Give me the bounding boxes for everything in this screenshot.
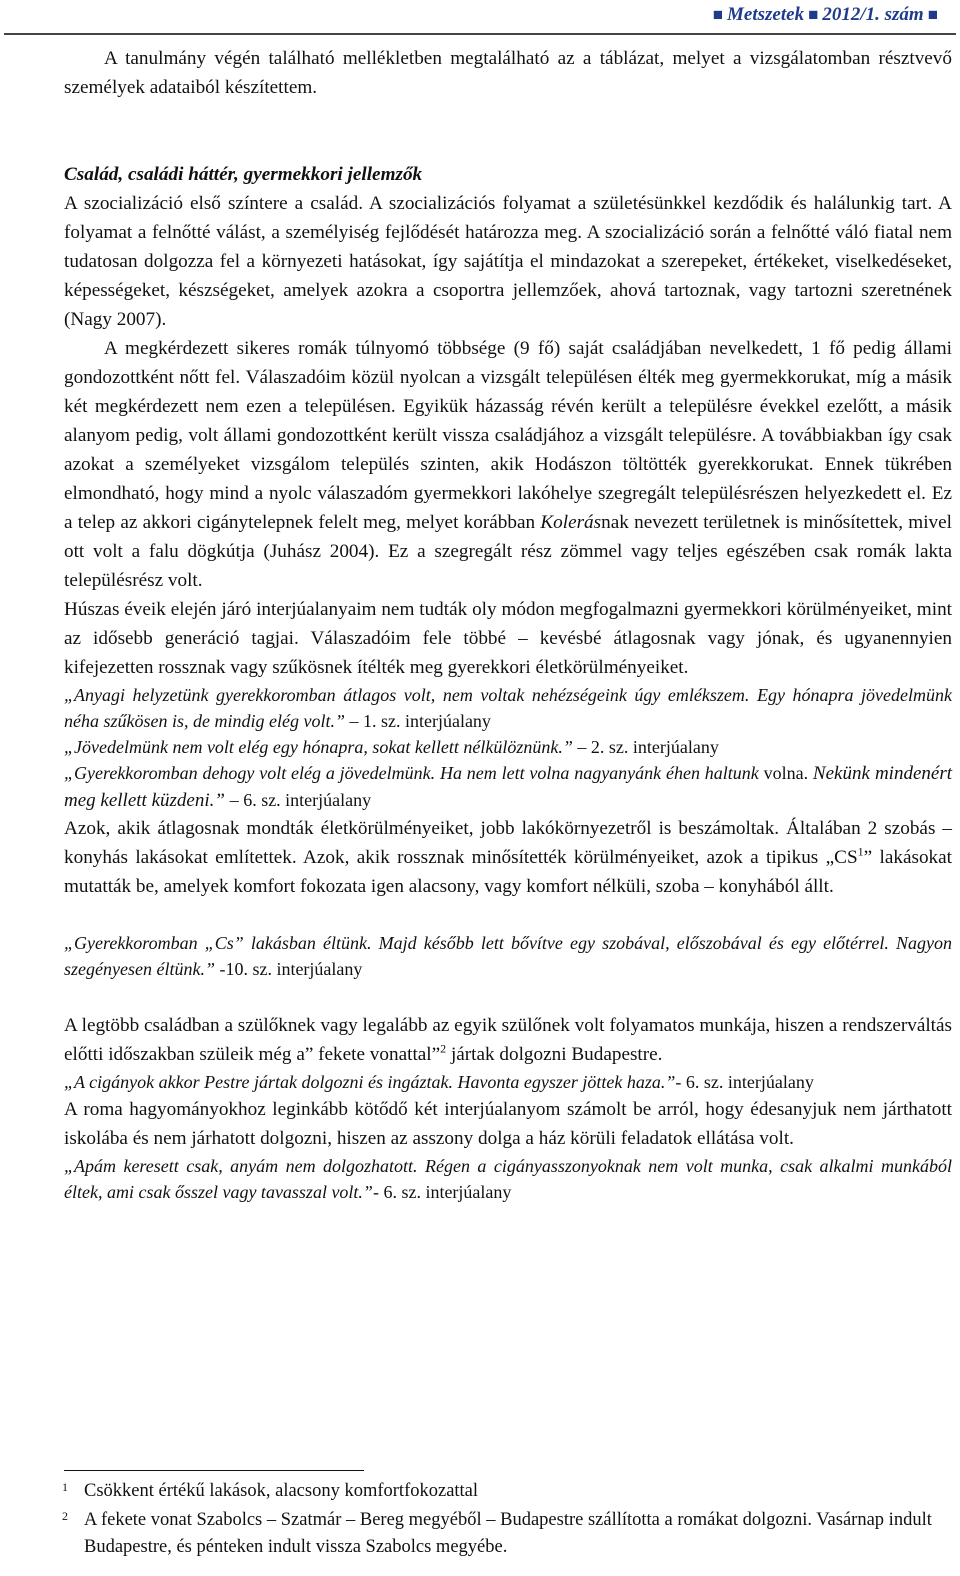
journal-title: Metszetek [727, 4, 805, 25]
paragraph [64, 1011, 952, 1069]
footnote-ref[interactable]: 1 [857, 844, 864, 859]
quote-text: „A cigányok akkor Pestre jártak dolgozni és ingáztak. Havonta egyszer jöttek haza.” [64, 1072, 676, 1092]
quote-source: - 6. sz. interjúalany [675, 1072, 814, 1092]
footnote-number: 2 [62, 1509, 68, 1523]
quote-source: – 2. sz. interjúalany [577, 737, 719, 757]
square-bullet-icon: ■ [927, 5, 938, 24]
paragraph-text: jártak dolgozni Budapestre. [446, 1044, 663, 1065]
paragraph [64, 814, 952, 901]
issue-number: 2012/1. szám [822, 4, 924, 25]
paragraph-text: nak nevezett területnek is minősítettek, mivel ott volt a falu dögkútja (Juhász 2004). Ez a szegregált rész zömmel vagy teljes egészében csak romák lakta településrész volt. [64, 512, 952, 591]
paragraph: A roma hagyományokhoz leginkább kötődő két interjúalanyom számolt be arról, hogy édesanyjuk nem járthatott iskolába és nem járhatott dolgozni, hiszen az asszony dolga a ház körüli feladatok ellátása volt. [64, 1099, 952, 1149]
footnote-text: A fekete vonat Szabolcs – Szatmár – Bereg megyéből – Budapestre szállította a romákat dolgozni. Vasárnap indult Budapestre, és pénteken indult vissza Szabolcs megyébe. [84, 1510, 932, 1557]
footnote [64, 1507, 952, 1561]
footnote-ref[interactable]: 2 [440, 1041, 447, 1056]
quote-source: – 6. sz. interjúalany [229, 790, 372, 810]
quote-text: „Anyagi helyzetünk gyerekkoromban átlagos volt, nem voltak nehézségeink úgy emlékszem. Egy hónapra jövedelmünk néha szűkösen is, de mindig elég volt.” [64, 685, 952, 731]
spacer [64, 901, 952, 930]
paragraph: Húszas éveik elején járó interjúalanyaim nem tudták oly módon megfogalmazni gyermekkori körülményeiket, mint az idősebb generáció tagjai. Válaszadóim fele többé – kevésbé átlagosnak vagy jónak, és ugyanennyien kifejezetten rossznak vagy szűkösnek ítélték meg gyerekkori életkörülményeiket. [64, 599, 952, 678]
paragraph-text: Azok, akik átlagosnak mondták életkörülményeiket, jobb lakókörnyezetről is beszámoltak. Általában 2 szobás – konyhás lakásokat említettek. Azok, akik rossznak minősítették körülményeiket, azok a tipikus „CS [64, 818, 952, 868]
quote-text: „Gyerekkoromban „Cs” lakásban éltünk. Majd később lett bővítve egy szobával, előszobával és egy előtérrel. Nagyon szegényesen éltünk.” [64, 933, 952, 979]
square-bullet-icon: ■ [808, 5, 819, 24]
quote-text: „Gyerekkoromban dehogy volt elég a jövedelmünk. Ha nem lett volna nagyanyánk éhen haltunk [64, 763, 764, 783]
interview-quote [64, 682, 952, 734]
square-bullet-icon: ■ [712, 5, 724, 24]
emphasis-text: Kolerás [540, 512, 602, 533]
header-divider [4, 33, 956, 35]
quote-text: „Jövedelmünk nem volt elég egy hónapra, sokat kellett nélkülöznünk.” [64, 737, 578, 757]
quote-source: -10. sz. interjúalany [219, 959, 363, 979]
quote-text: Nekünk mindenért meg kellett küzdeni.” [64, 763, 952, 811]
interview-quote [64, 760, 952, 814]
paragraph [64, 334, 952, 595]
interview-quote [64, 1153, 952, 1205]
quote-text: volna. [763, 763, 813, 783]
footnote-number: 1 [62, 1480, 68, 1494]
paragraph-text: A megkérdezett sikeres romák túlnyomó többsége (9 fő) saját családjában nevelkedett, 1 fő pedig állami gondozottként nőtt fel. Válaszadóim közül nyolcan a vizsgált településen élték meg gyermekkorukat, míg a másik két megkérdezett nem ezen a településen. Egyikük házasság révén került a településre évekkel ezelőtt, a másik alanyom pedig, volt állami gondozottként került vissza családjához a vizsgált településre. A továbbiakban így csak azokat a személyeket vizsgálom település szinten, akik Hodászon töltötték gyerekkorukat. Ennek tükrében elmondható, hogy mind a nyolc válaszadóm gyermekkori lakóhelye szegregált településrészen helyezkedett el. Ez a telep az akkori cigánytelepnek felelt meg, melyet korábban [64, 338, 952, 533]
paragraph: A szocializáció első színtere a család. A szocializációs folyamat a születésünkkel kezdődik és halálunkig tart. A folyamat a felnőtté válást, a személyiség fejlődését határozza meg. A szocializáció során a felnőtté váló fiatal nem tudatosan dolgozza fel a környezeti hatásokat, így sajátítja el mindazokat a szerepeket, értékeket, viselkedéseket, képességeket, készségeket, amelyek azokra a csoportra jellemzőek, ahová tartoznak, vagy tartozni szeretnének (Nagy 2007). [64, 193, 952, 330]
interview-quote [64, 930, 952, 982]
article-body [64, 44, 952, 1205]
quote-source: - 6. sz. interjúalany [372, 1182, 512, 1202]
spacer [64, 982, 952, 1011]
footnotes [64, 1478, 952, 1561]
section-heading: Család, családi háttér, gyermekkori jellemzők [64, 164, 423, 185]
footnote-divider [64, 1470, 364, 1471]
quote-source: – 1. sz. interjúalany [349, 711, 491, 731]
intro-paragraph: A tanulmány végén található mellékletben megtalálható az a táblázat, melyet a vizsgálatomban résztvevő személyek adataiból készítettem. [64, 48, 952, 98]
quote-text: „Apám keresett csak, anyám nem dolgozhatott. Régen a cigányasszonyoknak nem volt munka, csak alkalmi munkából éltek, ami csak ősszel vagy tavasszal volt.” [64, 1156, 952, 1202]
footnote-text: Csökkent értékű lakások, alacsony komfortfokozattal [84, 1481, 479, 1501]
page-header [709, 4, 942, 26]
interview-quote [64, 1069, 952, 1095]
footnote [64, 1478, 952, 1505]
paragraph-text: A legtöbb családban a szülőknek vagy legalább az egyik szülőnek volt folyamatos munkája, hiszen a rendszerváltás előtti időszakban szüleik még a” fekete vonattal” [64, 1015, 952, 1065]
interview-quote [64, 734, 952, 760]
paragraph-text: ” lakásokat mutatták be, amelyek komfort fokozata igen alacsony, vagy komfort nélküli, szoba – konyhából állt. [64, 847, 952, 897]
